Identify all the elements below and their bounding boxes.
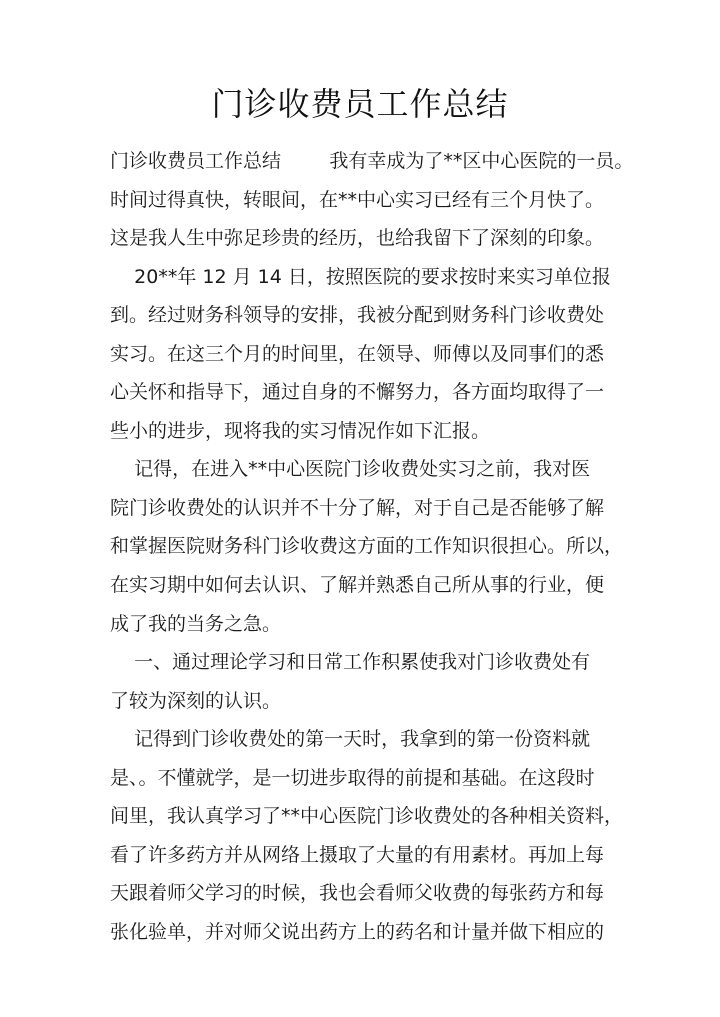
- text-line: 记得到门诊收费处的第一天时，我拿到的第一份资料就: [110, 728, 591, 751]
- text-line: 天跟着师父学习的时候，我也会看师父收费的每张药方和每: [110, 882, 605, 905]
- text-line: 在实习期中如何去认识、了解并熟悉自己所从事的行业，便: [110, 574, 605, 597]
- text-line: 心关怀和指导下，通过自身的不懈努力，各方面均取得了一: [110, 381, 605, 404]
- text-line: 实习。在这三个月的时间里，在领导、师傅以及同事们的悉: [110, 342, 605, 365]
- text-line: 和掌握医院财务科门诊收费这方面的工作知识很担心。所以，: [110, 535, 624, 558]
- text-line: 记得，在进入**中心医院门诊收费处实习之前，我对医: [110, 458, 591, 481]
- text-line: 一、通过理论学习和日常工作积累使我对门诊收费处有: [110, 651, 591, 674]
- text-line: 时间过得真快，转眼间，在**中心实习已经有三个月快了。: [110, 188, 605, 211]
- document-title: 门诊收费员工作总结: [211, 85, 509, 123]
- document-body: [110, 142, 634, 951]
- text-line: 到。经过财务科领导的安排，我被分配到财务科门诊收费处: [110, 304, 605, 327]
- text-line: 是、。不懂就学，是一切进步取得的前提和基础。在这段时: [110, 766, 595, 789]
- text-line: 了较为深刻的认识。: [110, 689, 282, 712]
- text-line: 成了我的当务之急。: [110, 612, 282, 635]
- text-line: 门诊收费员工作总结 我有幸成为了**区中心医院的一员。: [110, 150, 634, 172]
- text-line: 张化验单，并对师父说出药方上的药名和计量并做下相应的: [110, 920, 605, 943]
- text-line: 院门诊收费处的认识并不十分了解，对于自己是否能够了解: [110, 496, 605, 519]
- text-line: 些小的进步，现将我的实习情况作如下汇报。: [110, 419, 491, 442]
- text-line: 20**年 12 月 14 日，按照医院的要求按时来实习单位报: [110, 265, 611, 288]
- text-line: 这是我人生中弥足珍贵的经历，也给我留下了深刻的印象。: [110, 227, 605, 250]
- text-line: 看了许多药方并从网络上摄取了大量的有用素材。再加上每: [110, 843, 605, 866]
- text-line: 间里，我认真学习了**中心医院门诊收费处的各种相关资料，: [110, 805, 624, 828]
